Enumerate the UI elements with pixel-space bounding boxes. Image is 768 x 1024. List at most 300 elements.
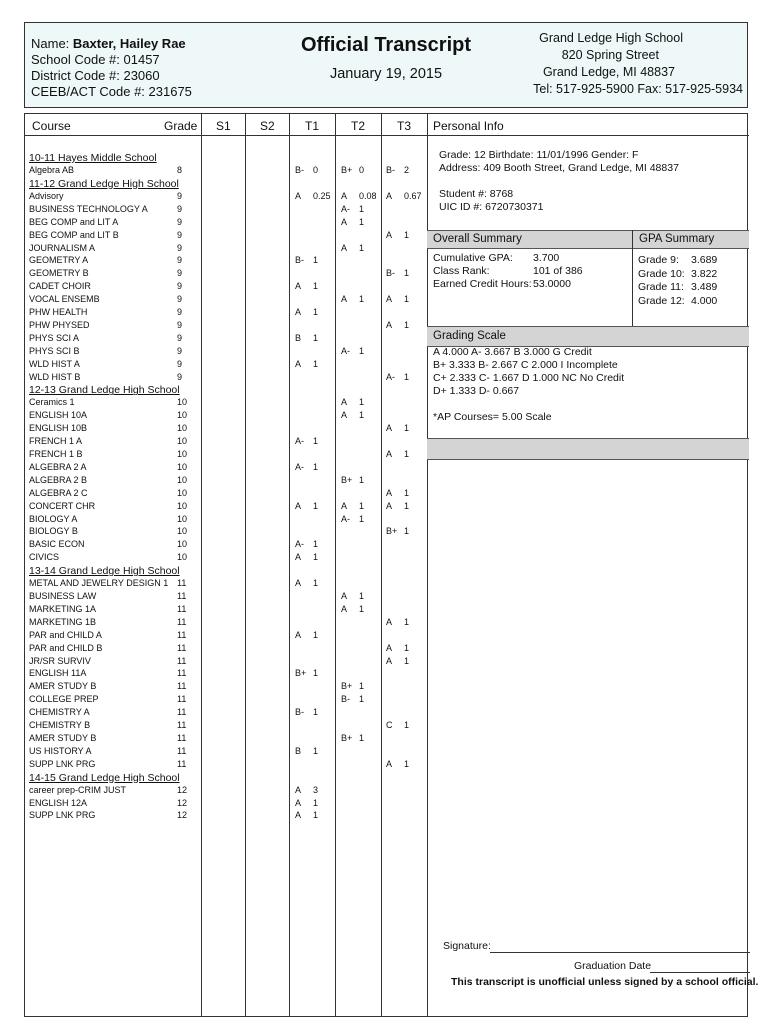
t2-credit: 1 — [359, 603, 365, 614]
course-name: US HISTORY A — [29, 745, 92, 756]
course-grade-level: 9 — [177, 332, 183, 343]
t3-letter-grade: A — [386, 449, 393, 459]
course-name: career prep-CRIM JUST — [29, 784, 127, 795]
t3-credit: 2 — [404, 165, 410, 175]
t3-letter-grade: A — [386, 487, 393, 498]
t1-letter-grade: B- — [295, 255, 304, 266]
school-street: 820 Spring Street — [561, 48, 659, 62]
t2-letter-grade: B+ — [341, 165, 353, 175]
t2-credit: 1 — [359, 410, 365, 421]
gpa-summary-heading: GPA Summary — [639, 233, 715, 245]
course-row — [25, 229, 427, 242]
course-name: BIOLOGY A — [29, 513, 78, 524]
course-grade-level: 9 — [177, 345, 183, 356]
t2-letter-grade: A- — [341, 203, 350, 214]
personal-line-2: Address: 409 Booth Street, Grand Ledge, MI 48837 — [439, 162, 679, 174]
course-row — [25, 190, 427, 203]
school-city: Grand Ledge, MI 48837 — [542, 65, 675, 79]
t2-credit: 1 — [359, 681, 365, 692]
course-name: ALGEBRA 2 C — [29, 487, 88, 498]
course-row — [25, 448, 427, 461]
t2-credit: 1 — [359, 591, 365, 601]
course-name: ALGEBRA 2 A — [29, 461, 87, 472]
t1-credit: 1 — [313, 539, 319, 550]
t3-credit: 1 — [404, 720, 410, 730]
col-t1: T1 — [305, 119, 320, 133]
t3-credit: 1 — [404, 268, 410, 279]
course-grade-level: 11 — [177, 578, 187, 589]
t1-letter-grade: A — [295, 797, 302, 808]
t1-credit: 1 — [313, 500, 319, 511]
t2-credit: 0.08 — [359, 190, 377, 201]
course-row — [25, 719, 427, 732]
course-name: ALGEBRA 2 B — [29, 474, 88, 485]
course-name: PAR and CHILD B — [29, 642, 103, 653]
t2-letter-grade: A — [341, 216, 348, 227]
t2-credit: 1 — [359, 294, 365, 305]
course-name: PAR and CHILD A — [29, 629, 102, 640]
t2-letter-grade: B+ — [341, 681, 353, 692]
course-grade-level: 11 — [177, 591, 187, 601]
t1-credit: 1 — [313, 810, 319, 821]
t3-letter-grade: A- — [386, 371, 395, 382]
col-course: Course — [32, 119, 71, 133]
t2-credit: 1 — [359, 500, 365, 511]
col-s1: S1 — [216, 119, 231, 133]
student-number: Student #: 8768 — [439, 188, 514, 200]
course-grade-level: 10 — [177, 526, 188, 537]
school-code: School Code #: 01457 — [31, 52, 160, 67]
t1-credit: 1 — [313, 255, 319, 266]
course-row — [25, 680, 427, 693]
grading-scale-heading: Grading Scale — [433, 330, 506, 342]
t1-letter-grade: B — [295, 332, 302, 343]
course-grade-level: 12 — [177, 810, 188, 821]
course-name: WLD HIST A — [29, 358, 80, 369]
transcript-date: January 19, 2015 — [329, 66, 443, 82]
t3-letter-grade: A — [386, 319, 393, 330]
t3-letter-grade: A — [386, 616, 393, 627]
t2-letter-grade: A — [341, 294, 348, 305]
course-row — [25, 487, 427, 500]
course-row — [25, 358, 427, 371]
summary-value: 101 of 386 — [533, 265, 583, 277]
course-name: AMER STUDY B — [29, 732, 97, 743]
course-row — [25, 797, 427, 810]
t3-credit: 1 — [404, 642, 410, 653]
gpa-label: Grade 11: — [638, 281, 684, 293]
ap-note: *AP Courses= 5.00 Scale — [433, 411, 552, 423]
t2-credit: 1 — [359, 732, 365, 743]
course-name: BEG COMP and LIT A — [29, 216, 119, 227]
course-grade-level: 10 — [177, 449, 188, 459]
t1-letter-grade: A- — [295, 436, 304, 447]
course-row — [25, 422, 427, 435]
district-code: District Code #: 23060 — [31, 68, 160, 83]
course-name: CHEMISTRY A — [29, 707, 90, 718]
course-row — [25, 216, 427, 229]
t1-letter-grade: A- — [295, 539, 304, 550]
course-grade-level: 9 — [177, 190, 183, 201]
course-grade-level: 11 — [177, 720, 187, 730]
course-row — [25, 538, 427, 551]
course-name: BASIC ECON — [29, 539, 85, 550]
course-row — [25, 306, 427, 319]
gpa-value: 4.000 — [691, 294, 718, 307]
course-grade-level: 10 — [177, 500, 188, 511]
course-grade-level: 8 — [177, 165, 183, 175]
course-row — [25, 435, 427, 448]
course-grade-level: 10 — [177, 436, 188, 447]
course-row — [25, 345, 427, 358]
grading-scale-line: B+ 3.333 B- 2.667 C 2.000 I Incomplete — [433, 359, 618, 371]
course-name: ENGLISH 10B — [29, 423, 88, 434]
course-name: FRENCH 1 B — [29, 449, 83, 459]
overall-summary-heading: Overall Summary — [433, 233, 522, 245]
course-name: Ceramics 1 — [29, 397, 75, 408]
gpa-value: 3.822 — [691, 267, 718, 280]
course-row — [25, 203, 427, 216]
name-label: Name: — [31, 36, 70, 51]
t3-letter-grade: C — [386, 720, 393, 730]
course-grade-level: 9 — [177, 216, 183, 227]
course-grade-level: 9 — [177, 371, 183, 382]
t3-letter-grade: B- — [386, 268, 395, 279]
t3-credit: 1 — [404, 500, 410, 511]
col-grade: Grade — [164, 119, 198, 133]
summary-label: Earned Credit Hours: — [433, 278, 532, 290]
t3-letter-grade: A — [386, 294, 393, 305]
t1-letter-grade: A — [295, 578, 302, 589]
grading-scale-line: D+ 1.333 D- 0.667 — [433, 385, 520, 397]
course-row — [25, 525, 427, 538]
course-name: CONCERT CHR — [29, 500, 96, 511]
course-row — [25, 745, 427, 758]
gpa-label: Grade 12: — [638, 294, 685, 307]
course-row — [25, 396, 427, 409]
course-name: PHW HEALTH — [29, 307, 88, 317]
course-grade-level: 10 — [177, 487, 188, 498]
t3-letter-grade: A — [386, 655, 393, 666]
t3-credit: 1 — [404, 526, 410, 537]
course-name: PHYS SCI A — [29, 332, 80, 343]
course-grade-level: 11 — [177, 745, 187, 756]
t1-letter-grade: B- — [295, 707, 304, 718]
section-title: 12-13 Grand Ledge High School — [29, 384, 180, 397]
transcript-header — [24, 22, 748, 108]
t2-letter-grade: A — [341, 242, 348, 253]
course-name: MARKETING 1A — [29, 603, 97, 614]
gpa-value: 3.489 — [691, 281, 718, 293]
t1-letter-grade: A — [295, 629, 302, 640]
course-name: METAL AND JEWELRY DESIGN 1 — [29, 578, 169, 589]
course-row — [25, 667, 427, 680]
course-grade-level: 9 — [177, 268, 183, 279]
course-row — [25, 706, 427, 719]
t2-letter-grade: A- — [341, 513, 350, 524]
personal-line-1: Grade: 12 Birthdate: 11/01/1996 Gender: F — [439, 149, 639, 161]
t1-letter-grade: A — [295, 307, 302, 317]
t3-credit: 1 — [404, 294, 410, 305]
course-name: COLLEGE PREP — [29, 694, 99, 705]
t2-credit: 0 — [359, 165, 365, 175]
t1-credit: 1 — [313, 552, 319, 563]
course-row — [25, 371, 427, 384]
t1-credit: 1 — [313, 797, 319, 808]
course-row — [25, 642, 427, 655]
course-name: CHEMISTRY B — [29, 720, 91, 730]
course-name: ENGLISH 11A — [29, 668, 87, 679]
t1-letter-grade: B — [295, 745, 302, 756]
transcript-body — [24, 113, 759, 1017]
course-grade-level: 12 — [177, 784, 188, 795]
course-name: GEOMETRY A — [29, 255, 89, 266]
course-row — [25, 590, 427, 603]
course-row — [25, 280, 427, 293]
course-grade-level: 10 — [177, 539, 188, 550]
gpa-value: 3.689 — [691, 254, 718, 266]
course-name: Algebra AB — [29, 165, 75, 175]
t1-credit: 0.25 — [313, 190, 331, 201]
t2-credit: 1 — [359, 397, 365, 408]
course-row — [25, 293, 427, 306]
t3-letter-grade: A — [386, 423, 393, 434]
course-name: SUPP LNK PRG — [29, 758, 96, 769]
t2-credit: 1 — [359, 694, 365, 705]
course-grade-level: 9 — [177, 229, 183, 240]
course-row — [25, 164, 427, 177]
grading-scale-line: A 4.000 A- 3.667 B 3.000 G Credit — [433, 346, 592, 358]
t2-credit: 1 — [359, 345, 365, 356]
course-grade-level: 11 — [177, 707, 187, 718]
course-grade-level: 10 — [177, 461, 188, 472]
course-row — [25, 603, 427, 616]
course-row — [25, 267, 427, 280]
t2-letter-grade: B- — [341, 694, 350, 705]
course-name: MARKETING 1B — [29, 616, 97, 627]
summary-label: Class Rank: — [433, 265, 490, 277]
t1-credit: 1 — [313, 629, 319, 640]
course-grade-level: 9 — [177, 294, 183, 305]
t3-letter-grade: A — [386, 758, 393, 769]
t3-letter-grade: A — [386, 229, 393, 240]
t1-credit: 1 — [313, 461, 319, 472]
section-title: 14-15 Grand Ledge High School — [29, 771, 180, 784]
course-grade-level: 9 — [177, 307, 183, 317]
t2-letter-grade: A — [341, 410, 348, 421]
t3-credit: 1 — [404, 758, 410, 769]
course-grade-level: 10 — [177, 474, 188, 485]
t3-credit: 1 — [404, 229, 410, 240]
course-name: CADET CHOIR — [29, 281, 91, 292]
t1-letter-grade: A — [295, 784, 302, 795]
school-name: Grand Ledge High School — [539, 31, 683, 45]
t1-letter-grade: B- — [295, 165, 304, 175]
course-name: BEG COMP and LIT B — [29, 229, 119, 240]
summary-label: Cumulative GPA: — [433, 252, 513, 264]
course-row — [25, 474, 427, 487]
course-grade-level: 11 — [177, 629, 187, 640]
t1-credit: 1 — [313, 281, 319, 292]
t1-credit: 1 — [313, 332, 319, 343]
summary-header-bar — [427, 230, 749, 249]
t3-credit: 1 — [404, 449, 410, 459]
course-grade-level: 9 — [177, 203, 183, 214]
t1-letter-grade: A- — [295, 461, 304, 472]
course-grade-level: 11 — [177, 603, 187, 614]
grading-scale-bar — [427, 326, 749, 347]
t1-letter-grade: A — [295, 810, 302, 821]
course-grade-level: 12 — [177, 797, 188, 808]
blank-gray-bar — [427, 438, 749, 460]
course-grade-level: 11 — [177, 732, 187, 743]
course-grade-level: 11 — [177, 642, 187, 653]
course-grade-level: 11 — [177, 681, 187, 692]
course-row — [25, 461, 427, 474]
course-row — [25, 577, 427, 590]
col-s2: S2 — [260, 119, 275, 133]
gpa-label: Grade 9: — [638, 254, 679, 266]
t1-credit: 1 — [313, 578, 319, 589]
t1-letter-grade: A — [295, 552, 302, 563]
t1-credit: 1 — [313, 358, 319, 369]
summary-value: 53.0000 — [533, 278, 571, 290]
t1-credit: 1 — [313, 707, 319, 718]
t2-letter-grade: B+ — [341, 732, 353, 743]
course-row — [25, 784, 427, 797]
course-name: BUSINESS LAW — [29, 591, 97, 601]
t1-credit: 1 — [313, 745, 319, 756]
course-name: ENGLISH 12A — [29, 797, 88, 808]
page-title: Official Transcript — [300, 34, 472, 56]
unofficial-notice: This transcript is unofficial unless signed by a school official. — [451, 976, 759, 988]
t2-letter-grade: A — [341, 397, 348, 408]
t3-letter-grade: A — [386, 500, 393, 511]
t1-credit: 0 — [313, 165, 319, 175]
course-row — [25, 500, 427, 513]
t3-credit: 1 — [404, 319, 410, 330]
uic-id: UIC ID #: 6720730371 — [439, 201, 544, 213]
t2-credit: 1 — [359, 203, 365, 214]
personal-info-heading: Personal Info — [433, 119, 504, 133]
t2-letter-grade: A — [341, 190, 348, 201]
course-grade-level: 9 — [177, 319, 183, 330]
t2-letter-grade: A- — [341, 345, 350, 356]
t3-letter-grade: B+ — [386, 526, 398, 537]
course-name: FRENCH 1 A — [29, 436, 83, 447]
course-name: ENGLISH 10A — [29, 410, 88, 421]
course-name: PHW PHYSED — [29, 319, 90, 330]
t2-credit: 1 — [359, 474, 365, 485]
course-row — [25, 551, 427, 564]
t2-letter-grade: B+ — [341, 474, 353, 485]
course-grade-level: 10 — [177, 513, 188, 524]
t2-letter-grade: A — [341, 500, 348, 511]
ceeb-code: CEEB/ACT Code #: 231675 — [31, 84, 192, 99]
course-name: GEOMETRY B — [29, 268, 89, 279]
course-grade-level: 11 — [177, 616, 187, 627]
t2-credit: 1 — [359, 513, 365, 524]
course-name: PHYS SCI B — [29, 345, 80, 356]
course-name: JR/SR SURVIV — [29, 655, 91, 666]
t3-credit: 1 — [404, 487, 410, 498]
t1-letter-grade: A — [295, 190, 302, 201]
course-grade-level: 11 — [177, 758, 187, 769]
col-t3: T3 — [397, 119, 412, 133]
course-row — [25, 409, 427, 422]
t3-credit: 1 — [404, 655, 410, 666]
course-row — [25, 693, 427, 706]
course-name: Advisory — [29, 190, 64, 201]
course-row — [25, 655, 427, 668]
course-grade-level: 11 — [177, 694, 187, 705]
school-phone: Tel: 517-925-5900 Fax: 517-925-5934 — [533, 82, 743, 96]
course-row — [25, 809, 427, 822]
graduation-date-line — [650, 972, 750, 973]
course-row — [25, 629, 427, 642]
course-grade-level: 11 — [177, 655, 187, 666]
grading-scale-line: C+ 2.333 C- 1.667 D 1.000 NC No Credit — [433, 372, 625, 384]
course-row — [25, 732, 427, 745]
t3-credit: 0.67 — [404, 190, 422, 201]
t1-letter-grade: A — [295, 500, 302, 511]
t1-credit: 1 — [313, 668, 319, 679]
course-name: SUPP LNK PRG — [29, 810, 96, 821]
course-grade-level: 10 — [177, 552, 188, 563]
t3-letter-grade: B- — [386, 165, 395, 175]
t3-letter-grade: A — [386, 190, 393, 201]
course-grade-level: 9 — [177, 242, 183, 253]
course-row — [25, 616, 427, 629]
course-row — [25, 254, 427, 267]
course-name: WLD HIST B — [29, 371, 81, 382]
course-name: VOCAL ENSEMB — [29, 294, 100, 305]
signature-line — [490, 952, 750, 953]
summary-value: 3.700 — [533, 252, 560, 264]
section-title: 10-11 Hayes Middle School — [29, 152, 157, 164]
course-name: BUSINESS TECHNOLOGY A — [29, 203, 148, 214]
t1-letter-grade: B+ — [295, 668, 307, 679]
course-name: CIVICS — [29, 552, 60, 563]
summary-divider — [632, 230, 633, 326]
t2-credit: 1 — [359, 216, 365, 227]
t1-credit: 1 — [313, 436, 319, 447]
t1-credit: 1 — [313, 307, 319, 317]
course-grade-level: 10 — [177, 410, 188, 421]
t2-letter-grade: A — [341, 591, 348, 601]
t3-credit: 1 — [404, 371, 410, 382]
t1-letter-grade: A — [295, 281, 302, 292]
t2-credit: 1 — [359, 242, 365, 253]
course-grade-level: 11 — [177, 668, 187, 679]
course-grade-level: 9 — [177, 358, 183, 369]
course-grade-level: 9 — [177, 255, 183, 266]
t3-credit: 1 — [404, 616, 410, 627]
signature-label: Signature: — [443, 940, 491, 952]
course-row — [25, 513, 427, 526]
section-title: 11-12 Grand Ledge High School — [29, 177, 179, 190]
course-name: JOURNALISM A — [29, 242, 96, 253]
course-grade-level: 10 — [177, 423, 188, 434]
t3-letter-grade: A — [386, 642, 393, 653]
gpa-label: Grade 10: — [638, 267, 685, 280]
t1-letter-grade: A — [295, 358, 302, 369]
header-underline — [25, 135, 749, 136]
course-row — [25, 319, 427, 332]
col-t2: T2 — [351, 119, 366, 133]
course-grade-level: 9 — [177, 281, 183, 292]
course-name: AMER STUDY B — [29, 681, 97, 692]
